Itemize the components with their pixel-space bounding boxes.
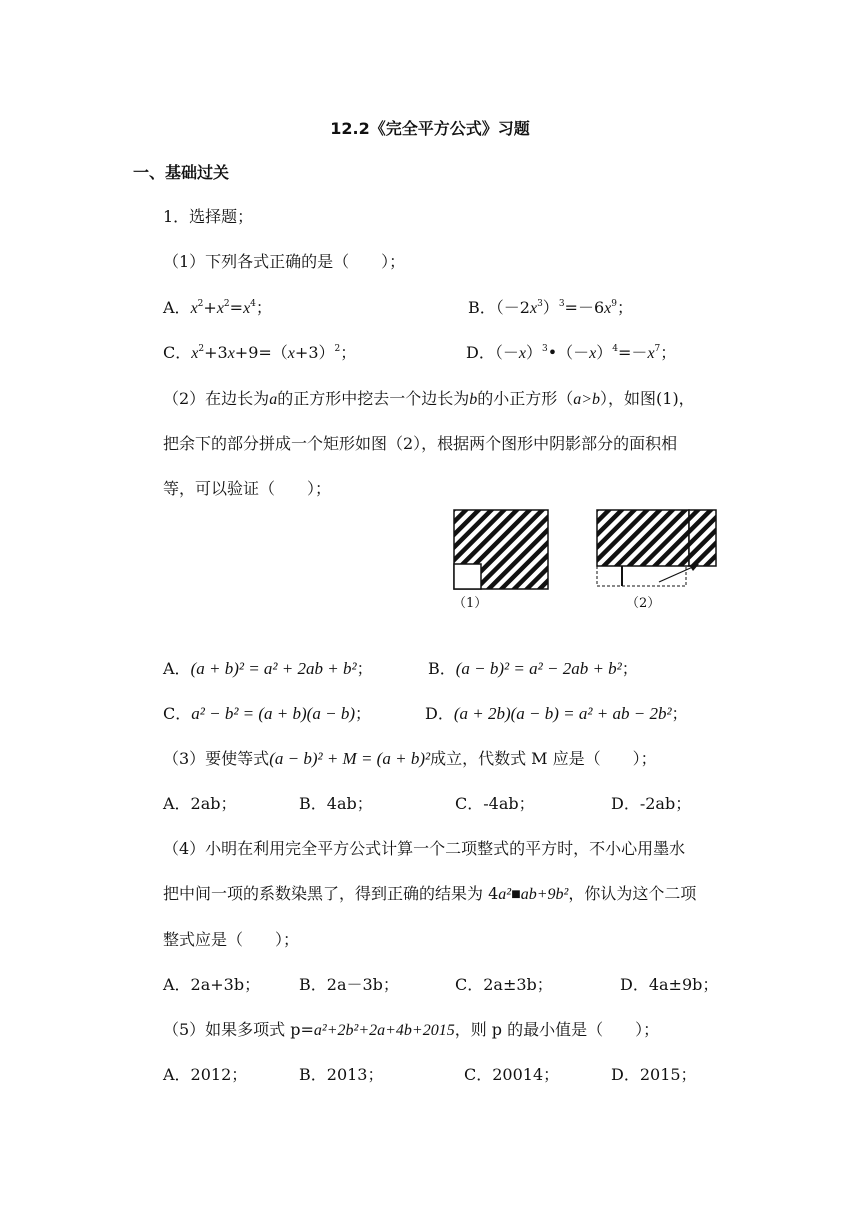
q1-option-a: A．$x^2+x^2=x^4$； [163,298,272,317]
q2-option-d: D．(a + 2b)(a − b) = a² + ab − 2b²； [425,704,688,723]
document-title: 12.2《完全平方公式》习题 [330,119,530,138]
q2-option-a: A．(a + b)² = a² + 2ab + b²； [163,659,373,678]
q2-line1: （2）在边长为a的正方形中挖去一个边长为b的小正方形（a>b），如图(1)， [163,389,695,408]
q4-option-c: C．2a±3b； [455,975,553,994]
q3-option-b: B．4ab； [299,794,373,813]
q1-stem: （1）下列各式正确的是（ ）； [163,252,406,271]
q1-option-b: B．$(-2x^3)^3=-6x^9$； [468,298,633,317]
q2-line2: 把余下的部分拼成一个矩形如图（2），根据两个图形中阴影部分的面积相 [163,434,678,453]
q5-option-b: B．2013； [299,1065,384,1084]
q5-stem: （5）如果多项式 p=a²+2b²+2a+4b+2015，则 p 的最小值是（ ）； [163,1020,660,1039]
q4-line2: 把中间一项的系数染黑了，得到正确的结果为 4a²■ab+9b²，你认为这个二项 [163,884,697,903]
q1-option-c: C．$x^2+3x+9=(x+3)^2$； [163,343,357,362]
q3-option-a: A．2ab； [163,794,237,813]
q4-line1: （4）小明在利用完全平方公式计算一个二项整式的平方时，不小心用墨水 [163,839,686,858]
q5-option-d: D．2015； [611,1065,697,1084]
q4-option-a: A．2a+3b； [163,975,261,994]
q4-option-d: D．4a±9b； [620,975,719,994]
q3-option-d: D．-2ab； [611,794,692,813]
question-intro: 1．选择题； [163,207,254,226]
q1-option-d: D．$(-x)^3•(-x)^4=-x^7$； [466,343,677,362]
q2-option-c: C．a² − b² = (a + b)(a − b)； [163,704,371,723]
figure-2-rectangle [595,508,723,590]
q3-stem: （3）要使等式(a − b)² + M = (a + b)²成立，代数式 M 应是（ ）； [163,749,657,768]
figure-1-caption: （1） [453,596,488,611]
q5-option-a: A．2012； [163,1065,248,1084]
q2-line3: 等，可以验证（ ）； [163,479,332,498]
q2-option-b: B．(a − b)² = a² − 2ab + b²； [428,659,638,678]
q5-option-c: C．20014； [464,1065,560,1084]
q3-option-c: C．-4ab； [455,794,535,813]
section-heading: 一、基础过关 [133,163,230,182]
q4-line3: 整式应是（ ）； [163,930,300,949]
figure-1-square-with-cutout [452,508,552,592]
q4-option-b: B．2a－3b； [299,975,399,994]
figure-2-caption: （2） [626,596,661,611]
